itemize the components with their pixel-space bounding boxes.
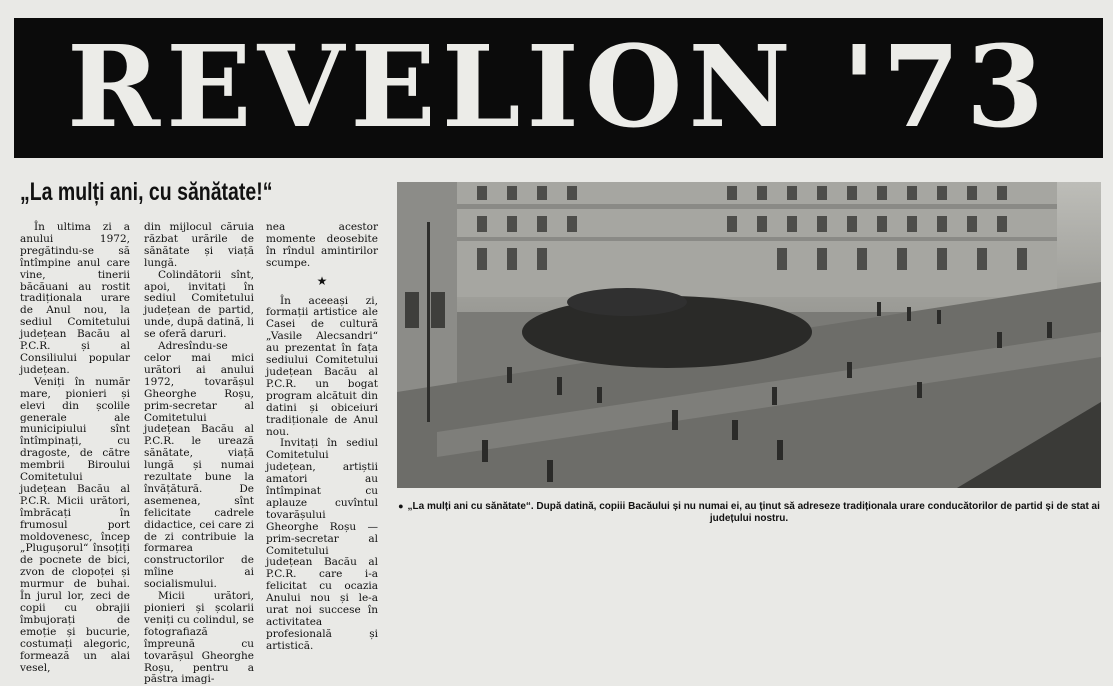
article-column-3 [266,222,378,653]
paragraph: Micii urători, pionieri și școlarii veniți cu colindul, se fotografiază împreună cu tovarășul Gheorghe Roșu, pentru a păstra imagi- [144,590,254,686]
bullet-icon: ● [398,501,404,511]
article-headline: „La mulți ani, cu sănătate!“ [20,178,273,206]
paragraph: Adresîndu-se celor mai mici urători ai anului 1972, tovarășul Gheorghe Roșu, prim-secretar al Comitetului județean Bacău al P.C.R. le urează sănătate, viață lungă și numai rezultate bune la învățătură. De asemenea, sînt felicitate cadrele didactice, cei care zi de zi contribuie la formarea constructorilor de mîine ai socialismului. [144,340,254,591]
star-separator-icon: ★ [316,273,328,288]
photo-crowd-building [397,182,1101,488]
photo-caption-text: „La mulți ani cu sănătate“. După datină, copiii Bacăului și nu numai ei, au ținut să adreseze tradiționala urare conducătorilor de partid și de stat ai județului nostru. [407,501,1100,524]
paragraph: nea acestor momente deosebite în rîndul amintirilor scumpe. [266,221,378,269]
banner-title: REVELION '73 [67,22,1050,153]
photo-caption [397,500,1101,525]
photo-illustration [397,182,1101,488]
paragraph: În ultima zi a anului 1972, pregătindu-se să întîmpine anul care vine, tinerii băcăuani au rostit tradiționala urare de Anul nou, la sediul Comitetului județean Bacău al P.C.R. și al Consiliului popular județean. [20,221,130,376]
paragraph: Veniți în număr mare, pionieri și elevi din școlile generale ale municipiului sînt întîmpinați, cu dragoste, de către membrii Biroului Comitetului județean Bacău al P.C.R. Micii urători, îmbrăcați în frumosul port moldovenesc, încep „Plugușorul“ însoțiți de pocnete de bici, zvon de clopoței și murmur de buhai. În jurul lor, zeci de copii cu obrajii îmbujorați de emoție și bucurie, costumați alegoric, formează un alai vesel, [20,375,130,674]
article-body [20,221,392,686]
paragraph: Invitați în sediul Comitetului județean, artiștii amatori au întîmpinat cu aplauze cuvîntul tovarășului Gheorghe Roșu — prim-secretar al Comitetului județean Bacău al P.C.R. care i-a felicitat cu ocazia Anului nou și le-a urat noi succese în activitatea profesională și artistică. [266,437,378,652]
masthead-banner [14,18,1103,158]
paragraph: În aceeași zi, formații artistice ale Casei de cultură „Vasile Alecsandri“ au prezentat în fața sediului Comitetului județean Bacău al P.C.R. un bogat program alcătuit din datini și obiceiuri tradiționale de Anul nou. [266,294,378,438]
paragraph: Colindătorii sînt, apoi, invitați în sediul Comitetului județean de partid, unde, după datină, li se oferă daruri. [144,268,254,341]
article-column-1 [20,222,130,674]
paragraph: din mijlocul căruia răzbat urările de sănătate și viață lungă. [144,221,254,269]
article-column-2 [144,222,254,686]
